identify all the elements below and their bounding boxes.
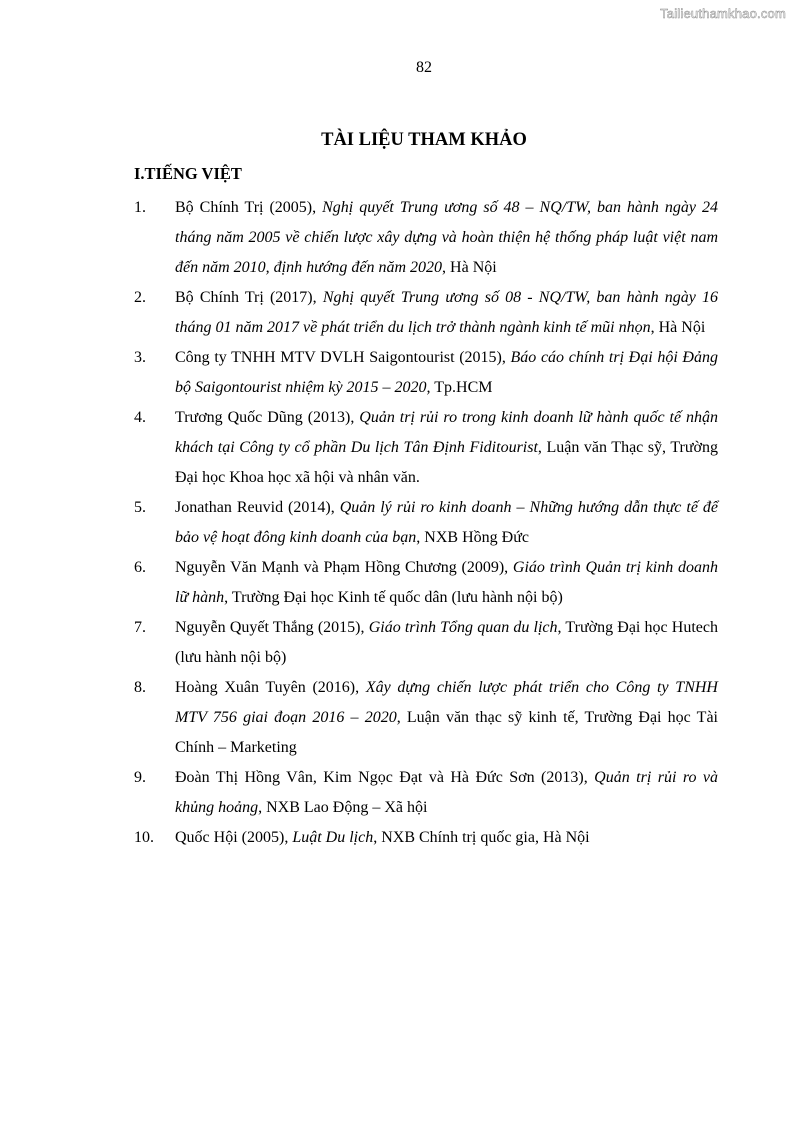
reference-author: Quốc Hội (2005), [175, 829, 293, 846]
reference-text [175, 283, 718, 343]
reference-title: Luật Du lịch [292, 829, 374, 846]
reference-publisher: , Luận văn thạc sỹ kinh tế, Trường Đại học Tài Chính – Marketing [175, 709, 718, 756]
reference-author: Đoàn Thị Hồng Vân, Kim Ngọc Đạt và Hà Đức Sơn (2013), [175, 769, 595, 786]
reference-author: Bộ Chính Trị (2017), [175, 289, 323, 306]
reference-number: 9. [134, 769, 146, 786]
reference-text [175, 343, 718, 403]
reference-publisher: , Hà Nội [442, 259, 497, 276]
reference-title: Nghị quyết Trung ương số 48 – NQ/TW, ban hành ngày 24 tháng năm 2005 về chiến lược xây dựng và hoàn thiện hệ thống pháp luật việt nam đến năm 2010, định hướng đến năm 2020 [175, 199, 719, 276]
reference-publisher: , Trường Đại học Kinh tế quốc dân (lưu hành nội bộ) [224, 589, 563, 606]
reference-publisher: , NXB Chính trị quốc gia, Hà Nội [373, 829, 590, 846]
reference-title: Xây dựng chiến lược phát triển cho Công ty TNHH MTV 756 giai đoạn 2016 – 2020 [175, 679, 718, 726]
reference-publisher: , NXB Hồng Đức [416, 529, 529, 546]
reference-author: Trương Quốc Dũng (2013), [175, 409, 360, 426]
reference-item [134, 343, 718, 403]
reference-item [134, 553, 718, 613]
reference-number: 3. [134, 349, 146, 366]
reference-title: Quản trị rủi ro và khủng hoảng [175, 769, 719, 816]
reference-item [134, 193, 718, 283]
reference-number: 1. [134, 199, 146, 216]
reference-title: Nghị quyết Trung ương số 08 - NQ/TW, ban hành ngày 16 tháng 01 năm 2017 về phát triển du lịch trở thành ngành kinh tế mũi nhọn [175, 289, 719, 336]
reference-number: 5. [134, 499, 146, 516]
reference-item [134, 283, 718, 343]
reference-author: Hoàng Xuân Tuyên (2016), [175, 679, 366, 696]
reference-publisher: Tp.HCM [430, 379, 493, 396]
page-title: TÀI LIỆU THAM KHẢO [321, 130, 527, 150]
reference-title: Giáo trình Quản trị kinh doanh lữ hành [175, 559, 718, 606]
reference-list [134, 193, 718, 853]
reference-author: Bộ Chính Trị (2005), [175, 199, 323, 216]
reference-author: Nguyễn Quyết Thắng (2015), [175, 619, 369, 636]
reference-text [175, 403, 718, 493]
reference-title: Giáo trình Tổng quan du lịch [368, 619, 558, 636]
reference-text [175, 823, 718, 853]
reference-item [134, 403, 718, 493]
reference-number: 7. [134, 619, 146, 636]
reference-text [175, 193, 718, 283]
reference-publisher: , NXB Lao Động – Xã hội [258, 799, 428, 816]
reference-text [175, 493, 718, 553]
watermark: Tailieuthamkhao.com [660, 6, 786, 21]
reference-author: Công ty TNHH MTV DVLH Saigontourist (2015), [175, 349, 511, 366]
reference-text [175, 613, 718, 673]
reference-item [134, 823, 718, 853]
reference-number: 4. [134, 409, 146, 426]
reference-item [134, 763, 718, 823]
reference-title: Quản lý rủi ro kinh doanh – Những hướng dẫn thực tế để bảo vệ hoạt đông kinh doanh của bạn [175, 499, 719, 546]
reference-title: Quản trị rủi ro trong kinh doanh lữ hành quốc tế nhận khách tại Công ty cổ phần Du lịch Tân Định Fiditourist [175, 409, 718, 456]
reference-text [175, 673, 718, 763]
reference-item [134, 493, 718, 553]
page-number: 82 [416, 59, 432, 76]
reference-number: 8. [134, 679, 146, 696]
reference-item [134, 673, 718, 763]
reference-text [175, 553, 718, 613]
reference-publisher: , Hà Nội [650, 319, 706, 336]
reference-author: Nguyễn Văn Mạnh và Phạm Hồng Chương (2009), [175, 559, 513, 576]
reference-title: Báo cáo chính trị Đại hội Đảng bộ Saigontourist nhiệm kỳ 2015 – 2020, [175, 349, 718, 396]
section-heading: I.TIẾNG VIỆT [134, 164, 242, 183]
reference-publisher: , Trường Đại học Hutech (lưu hành nội bộ) [175, 619, 719, 666]
reference-number: 10. [134, 829, 154, 846]
reference-number: 6. [134, 559, 146, 576]
reference-publisher: , Luận văn Thạc sỹ, Trường Đại học Khoa học xã hội và nhân văn. [175, 439, 718, 486]
reference-item [134, 613, 718, 673]
reference-text [175, 763, 718, 823]
reference-author: Jonathan Reuvid (2014), [175, 499, 340, 516]
reference-number: 2. [134, 289, 146, 306]
